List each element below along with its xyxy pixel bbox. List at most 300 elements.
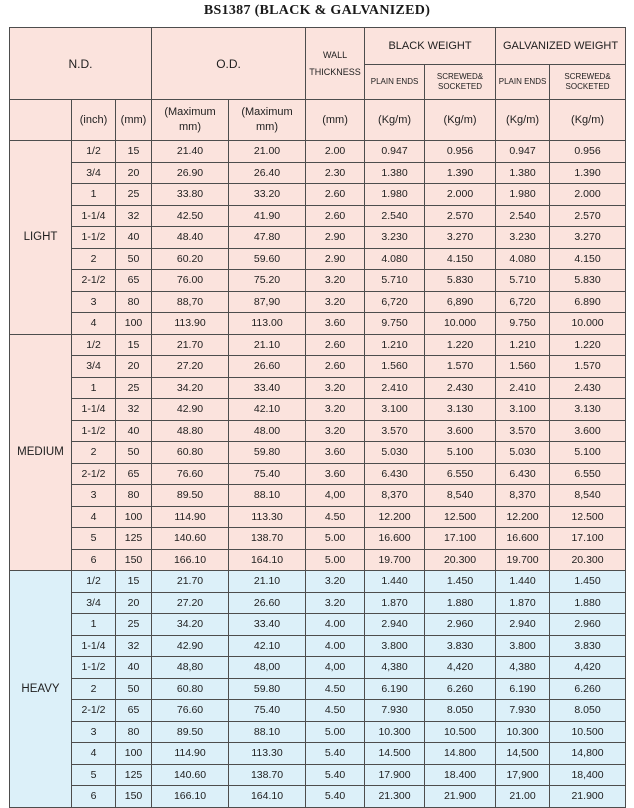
cell-wall-thickness: 2.60 [306, 356, 365, 378]
cell-galv-plain-ends: 16.600 [496, 528, 550, 550]
cell-black-plain-ends: 8,370 [365, 485, 425, 507]
cell-od-max: 140.60 [152, 528, 229, 550]
cell-galv-plain-ends: 3.570 [496, 420, 550, 442]
cell-black-plain-ends: 2.540 [365, 205, 425, 227]
cell-od-min: 47.80 [229, 227, 306, 249]
cell-od-max: 42.90 [152, 635, 229, 657]
cell-od-min: 138.70 [229, 528, 306, 550]
cell-galv-plain-ends: 2.410 [496, 377, 550, 399]
cell-black-screwed-socketed: 1.570 [425, 356, 496, 378]
cell-nd-mm: 80 [116, 721, 152, 743]
header-wall-thickness [306, 28, 365, 100]
cell-wall-thickness: 3.20 [306, 420, 365, 442]
cell-black-plain-ends: 3.100 [365, 399, 425, 421]
cell-black-screwed-socketed: 4,420 [425, 657, 496, 679]
cell-galv-plain-ends: 12.200 [496, 506, 550, 528]
cell-od-min: 113.00 [229, 313, 306, 335]
cell-galv-screwed-socketed: 3.600 [550, 420, 626, 442]
cell-galv-screwed-socketed: 12.500 [550, 506, 626, 528]
cell-nd-mm: 20 [116, 162, 152, 184]
cell-galv-screwed-socketed: 2.000 [550, 184, 626, 206]
header-black-plain-ends: PLAIN ENDS [365, 65, 425, 100]
cell-od-max: 33.80 [152, 184, 229, 206]
header-unit-black-screwed: (Kg/m) [425, 100, 496, 141]
cell-od-max: 34.20 [152, 377, 229, 399]
table-row [10, 786, 626, 808]
cell-wall-thickness: 3.20 [306, 592, 365, 614]
cell-od-min: 33.20 [229, 184, 306, 206]
cell-od-min: 21.10 [229, 334, 306, 356]
cell-black-plain-ends: 5.710 [365, 270, 425, 292]
cell-wall-thickness: 5.00 [306, 721, 365, 743]
cell-galv-screwed-socketed: 3.130 [550, 399, 626, 421]
cell-galv-plain-ends: 10.300 [496, 721, 550, 743]
cell-galv-plain-ends: 3.800 [496, 635, 550, 657]
cell-od-min: 59.80 [229, 678, 306, 700]
cell-od-min: 26.60 [229, 356, 306, 378]
table-row [10, 678, 626, 700]
cell-galv-plain-ends: 3.100 [496, 399, 550, 421]
cell-wall-thickness: 3.20 [306, 291, 365, 313]
cell-od-min: 21.10 [229, 571, 306, 593]
cell-black-screwed-socketed: 2.430 [425, 377, 496, 399]
cell-od-min: 42.10 [229, 635, 306, 657]
table-row [10, 592, 626, 614]
table-row [10, 184, 626, 206]
cell-galv-plain-ends: 6.190 [496, 678, 550, 700]
cell-galv-plain-ends: 7.930 [496, 700, 550, 722]
table-row [10, 205, 626, 227]
header-od: O.D. [152, 28, 306, 100]
cell-wall-thickness: 3.20 [306, 571, 365, 593]
table-row [10, 162, 626, 184]
cell-galv-plain-ends: 9.750 [496, 313, 550, 335]
table-row [10, 356, 626, 378]
cell-od-max: 21.40 [152, 141, 229, 163]
header-galvanized-weight: GALVANIZED WEIGHT [496, 28, 626, 65]
cell-galv-plain-ends: 4,380 [496, 657, 550, 679]
cell-galv-plain-ends: 3.230 [496, 227, 550, 249]
cell-galv-screwed-socketed: 2.570 [550, 205, 626, 227]
cell-od-max: 76.00 [152, 270, 229, 292]
cell-wall-thickness: 4.00 [306, 635, 365, 657]
cell-nd-inch: 2-1/2 [72, 463, 116, 485]
table-row [10, 442, 626, 464]
cell-od-min: 48.00 [229, 420, 306, 442]
cell-od-max: 113.90 [152, 313, 229, 335]
cell-od-max: 76.60 [152, 463, 229, 485]
table-row [10, 571, 626, 593]
cell-galv-screwed-socketed: 0.956 [550, 141, 626, 163]
cell-wall-thickness: 5.40 [306, 764, 365, 786]
cell-black-plain-ends: 4,380 [365, 657, 425, 679]
cell-nd-mm: 150 [116, 549, 152, 571]
table-row [10, 506, 626, 528]
table-header [10, 28, 626, 141]
cell-black-plain-ends: 1.380 [365, 162, 425, 184]
class-label: MEDIUM [10, 334, 72, 571]
page-title: BS1387 (BLACK & GALVANIZED) [203, 3, 431, 18]
cell-nd-mm: 15 [116, 334, 152, 356]
cell-wall-thickness: 5.00 [306, 549, 365, 571]
cell-black-screwed-socketed: 10.500 [425, 721, 496, 743]
cell-black-screwed-socketed: 1.220 [425, 334, 496, 356]
cell-nd-mm: 25 [116, 184, 152, 206]
header-unit-mm: (mm) [116, 100, 152, 141]
cell-nd-mm: 32 [116, 399, 152, 421]
cell-black-screwed-socketed: 6.260 [425, 678, 496, 700]
header-galv-screwed-socketed [550, 65, 626, 100]
cell-black-screwed-socketed: 0.956 [425, 141, 496, 163]
cell-black-screwed-socketed: 12.500 [425, 506, 496, 528]
cell-galv-plain-ends: 1.380 [496, 162, 550, 184]
table-row [10, 657, 626, 679]
cell-black-plain-ends: 1.440 [365, 571, 425, 593]
cell-black-plain-ends: 3.800 [365, 635, 425, 657]
cell-nd-mm: 80 [116, 291, 152, 313]
cell-black-plain-ends: 3.230 [365, 227, 425, 249]
cell-od-max: 48.80 [152, 420, 229, 442]
table-row [10, 248, 626, 270]
cell-galv-screwed-socketed: 10.000 [550, 313, 626, 335]
cell-od-min: 59.80 [229, 442, 306, 464]
table-row [10, 485, 626, 507]
cell-black-screwed-socketed: 5.100 [425, 442, 496, 464]
cell-galv-screwed-socketed: 21.900 [550, 786, 626, 808]
cell-galv-screwed-socketed: 8.050 [550, 700, 626, 722]
cell-black-screwed-socketed: 21.900 [425, 786, 496, 808]
cell-nd-mm: 40 [116, 227, 152, 249]
cell-nd-inch: 2-1/2 [72, 270, 116, 292]
cell-od-max: 27.20 [152, 592, 229, 614]
group-medium [10, 334, 626, 571]
cell-nd-inch: 1 [72, 614, 116, 636]
cell-black-plain-ends: 21.300 [365, 786, 425, 808]
class-label: LIGHT [10, 141, 72, 335]
cell-nd-inch: 2 [72, 678, 116, 700]
cell-black-screwed-socketed: 3.830 [425, 635, 496, 657]
header-unit-galv-plain: (Kg/m) [496, 100, 550, 141]
table-row [10, 420, 626, 442]
cell-nd-inch: 1-1/2 [72, 657, 116, 679]
cell-black-plain-ends: 3.570 [365, 420, 425, 442]
cell-galv-plain-ends: 1.210 [496, 334, 550, 356]
group-heavy [10, 571, 626, 808]
cell-nd-inch: 4 [72, 313, 116, 335]
cell-nd-inch: 2-1/2 [72, 700, 116, 722]
cell-od-max: 76.60 [152, 700, 229, 722]
header-unit-inch: (inch) [72, 100, 116, 141]
cell-wall-thickness: 2.30 [306, 162, 365, 184]
cell-od-min: 33.40 [229, 377, 306, 399]
table-row [10, 227, 626, 249]
table-row [10, 635, 626, 657]
cell-nd-mm: 150 [116, 786, 152, 808]
table-row [10, 334, 626, 356]
cell-nd-mm: 15 [116, 141, 152, 163]
header-wall-line1: WALL [322, 49, 348, 60]
cell-nd-mm: 65 [116, 270, 152, 292]
cell-galv-screwed-socketed: 17.100 [550, 528, 626, 550]
cell-black-plain-ends: 6.430 [365, 463, 425, 485]
table-row [10, 313, 626, 335]
cell-galv-plain-ends: 0.947 [496, 141, 550, 163]
cell-od-max: 166.10 [152, 786, 229, 808]
cell-wall-thickness: 2.90 [306, 248, 365, 270]
cell-galv-plain-ends: 5.710 [496, 270, 550, 292]
table-row [10, 764, 626, 786]
cell-od-min: 42.10 [229, 399, 306, 421]
cell-black-plain-ends: 2.940 [365, 614, 425, 636]
cell-wall-thickness: 4.50 [306, 678, 365, 700]
header-unit-wall: (mm) [306, 100, 365, 141]
cell-wall-thickness: 3.20 [306, 399, 365, 421]
cell-nd-mm: 100 [116, 506, 152, 528]
header-galv-screwed-line2: SOCKETED [565, 82, 610, 91]
cell-black-plain-ends: 5.030 [365, 442, 425, 464]
cell-nd-mm: 50 [116, 248, 152, 270]
cell-wall-thickness: 2.90 [306, 227, 365, 249]
cell-nd-mm: 32 [116, 635, 152, 657]
cell-nd-mm: 100 [116, 313, 152, 335]
cell-od-min: 87,90 [229, 291, 306, 313]
cell-od-max: 26.90 [152, 162, 229, 184]
table-row [10, 141, 626, 163]
cell-od-min: 164.10 [229, 786, 306, 808]
cell-black-screwed-socketed: 3.270 [425, 227, 496, 249]
cell-galv-screwed-socketed: 1.220 [550, 334, 626, 356]
header-galv-plain-ends: PLAIN ENDS [496, 65, 550, 100]
cell-black-plain-ends: 2.410 [365, 377, 425, 399]
cell-wall-thickness: 5.40 [306, 743, 365, 765]
cell-black-screwed-socketed: 1.450 [425, 571, 496, 593]
cell-black-plain-ends: 12.200 [365, 506, 425, 528]
cell-nd-mm: 15 [116, 571, 152, 593]
cell-galv-plain-ends: 14,500 [496, 743, 550, 765]
header-unit-blank [10, 100, 72, 141]
cell-galv-screwed-socketed: 5.830 [550, 270, 626, 292]
cell-nd-inch: 1/2 [72, 334, 116, 356]
cell-nd-inch: 1-1/4 [72, 205, 116, 227]
cell-galv-screwed-socketed: 1.390 [550, 162, 626, 184]
cell-black-plain-ends: 0.947 [365, 141, 425, 163]
cell-black-plain-ends: 19.700 [365, 549, 425, 571]
cell-galv-screwed-socketed: 4.150 [550, 248, 626, 270]
cell-od-min: 26.40 [229, 162, 306, 184]
cell-galv-screwed-socketed: 2.960 [550, 614, 626, 636]
cell-nd-inch: 6 [72, 786, 116, 808]
cell-nd-mm: 65 [116, 700, 152, 722]
cell-black-screwed-socketed: 5.830 [425, 270, 496, 292]
cell-nd-inch: 1-1/4 [72, 399, 116, 421]
cell-nd-mm: 40 [116, 657, 152, 679]
cell-wall-thickness: 5.40 [306, 786, 365, 808]
cell-wall-thickness: 3.20 [306, 270, 365, 292]
cell-galv-screwed-socketed: 1.450 [550, 571, 626, 593]
table-row [10, 377, 626, 399]
cell-black-screwed-socketed: 1.880 [425, 592, 496, 614]
cell-galv-plain-ends: 4.080 [496, 248, 550, 270]
cell-galv-plain-ends: 17,900 [496, 764, 550, 786]
cell-nd-mm: 25 [116, 614, 152, 636]
cell-nd-inch: 3 [72, 291, 116, 313]
cell-black-plain-ends: 16.600 [365, 528, 425, 550]
cell-nd-inch: 3/4 [72, 162, 116, 184]
cell-galv-screwed-socketed: 3.270 [550, 227, 626, 249]
cell-black-screwed-socketed: 3.600 [425, 420, 496, 442]
table-row [10, 463, 626, 485]
cell-galv-plain-ends: 1.980 [496, 184, 550, 206]
header-black-weight: BLACK WEIGHT [365, 28, 496, 65]
cell-od-max: 42.90 [152, 399, 229, 421]
cell-od-max: 48,80 [152, 657, 229, 679]
cell-galv-screwed-socketed: 5.100 [550, 442, 626, 464]
cell-galv-screwed-socketed: 4,420 [550, 657, 626, 679]
cell-wall-thickness: 4.00 [306, 614, 365, 636]
header-od-max [152, 100, 229, 141]
cell-black-screwed-socketed: 20.300 [425, 549, 496, 571]
cell-wall-thickness: 2.00 [306, 141, 365, 163]
table-row [10, 270, 626, 292]
cell-od-max: 34.20 [152, 614, 229, 636]
cell-black-screwed-socketed: 17.100 [425, 528, 496, 550]
cell-black-plain-ends: 17.900 [365, 764, 425, 786]
cell-galv-screwed-socketed: 3.830 [550, 635, 626, 657]
cell-galv-plain-ends: 1.560 [496, 356, 550, 378]
cell-galv-plain-ends: 8,370 [496, 485, 550, 507]
cell-od-min: 75.20 [229, 270, 306, 292]
cell-od-max: 89.50 [152, 721, 229, 743]
cell-od-min: 88.10 [229, 485, 306, 507]
cell-od-max: 21.70 [152, 334, 229, 356]
table-row [10, 614, 626, 636]
cell-od-min: 113.30 [229, 506, 306, 528]
cell-nd-inch: 5 [72, 528, 116, 550]
cell-black-screwed-socketed: 2.000 [425, 184, 496, 206]
cell-od-max: 140.60 [152, 764, 229, 786]
cell-black-screwed-socketed: 3.130 [425, 399, 496, 421]
cell-nd-inch: 1/2 [72, 141, 116, 163]
table-row [10, 700, 626, 722]
cell-nd-mm: 125 [116, 764, 152, 786]
cell-nd-inch: 1-1/4 [72, 635, 116, 657]
header-nd: N.D. [10, 28, 152, 100]
cell-galv-screwed-socketed: 6.550 [550, 463, 626, 485]
cell-nd-inch: 3/4 [72, 592, 116, 614]
cell-galv-screwed-socketed: 6.260 [550, 678, 626, 700]
cell-nd-inch: 1/2 [72, 571, 116, 593]
cell-wall-thickness: 3.20 [306, 377, 365, 399]
cell-black-screwed-socketed: 4.150 [425, 248, 496, 270]
cell-od-min: 113.30 [229, 743, 306, 765]
cell-nd-mm: 20 [116, 356, 152, 378]
cell-nd-inch: 2 [72, 248, 116, 270]
cell-nd-mm: 40 [116, 420, 152, 442]
cell-black-plain-ends: 4.080 [365, 248, 425, 270]
table-row [10, 528, 626, 550]
header-black-screwed-line2: SOCKETED [438, 82, 483, 91]
cell-black-screwed-socketed: 1.390 [425, 162, 496, 184]
cell-black-plain-ends: 6.190 [365, 678, 425, 700]
cell-nd-inch: 4 [72, 743, 116, 765]
cell-wall-thickness: 3.60 [306, 463, 365, 485]
cell-wall-thickness: 2.60 [306, 334, 365, 356]
cell-od-max: 114.90 [152, 743, 229, 765]
cell-galv-screwed-socketed: 6.890 [550, 291, 626, 313]
cell-galv-screwed-socketed: 1.880 [550, 592, 626, 614]
cell-galv-plain-ends: 6,720 [496, 291, 550, 313]
cell-nd-inch: 3 [72, 721, 116, 743]
cell-od-min: 75.40 [229, 463, 306, 485]
cell-od-max: 60.20 [152, 248, 229, 270]
cell-od-max: 60.80 [152, 442, 229, 464]
cell-black-screwed-socketed: 14.800 [425, 743, 496, 765]
cell-galv-plain-ends: 1.440 [496, 571, 550, 593]
cell-nd-inch: 6 [72, 549, 116, 571]
header-black-screwed-socketed [425, 65, 496, 100]
cell-wall-thickness: 5.00 [306, 528, 365, 550]
pipe-spec-table [9, 27, 626, 808]
group-light [10, 141, 626, 335]
cell-nd-mm: 100 [116, 743, 152, 765]
cell-wall-thickness: 2.60 [306, 205, 365, 227]
cell-nd-mm: 25 [116, 377, 152, 399]
cell-galv-screwed-socketed: 20.300 [550, 549, 626, 571]
header-od-min-line1: (Maximum [241, 106, 293, 118]
cell-black-screwed-socketed: 8.050 [425, 700, 496, 722]
cell-od-max: 48.40 [152, 227, 229, 249]
cell-black-screwed-socketed: 18.400 [425, 764, 496, 786]
cell-black-plain-ends: 1.870 [365, 592, 425, 614]
cell-nd-inch: 1-1/2 [72, 227, 116, 249]
cell-black-screwed-socketed: 8,540 [425, 485, 496, 507]
cell-galv-plain-ends: 1.870 [496, 592, 550, 614]
cell-black-plain-ends: 1.210 [365, 334, 425, 356]
cell-nd-inch: 2 [72, 442, 116, 464]
cell-od-max: 27.20 [152, 356, 229, 378]
cell-galv-screwed-socketed: 14,800 [550, 743, 626, 765]
table-row [10, 743, 626, 765]
cell-nd-inch: 3/4 [72, 356, 116, 378]
cell-od-max: 166.10 [152, 549, 229, 571]
cell-od-max: 60.80 [152, 678, 229, 700]
cell-black-plain-ends: 14.500 [365, 743, 425, 765]
header-od-max-line1: (Maximum [164, 106, 216, 118]
cell-od-min: 138.70 [229, 764, 306, 786]
table-row [10, 291, 626, 313]
cell-od-min: 48,00 [229, 657, 306, 679]
header-unit-galv-screwed: (Kg/m) [550, 100, 626, 141]
cell-black-screwed-socketed: 10.000 [425, 313, 496, 335]
cell-nd-inch: 5 [72, 764, 116, 786]
cell-od-max: 42.50 [152, 205, 229, 227]
cell-od-max: 88,70 [152, 291, 229, 313]
header-unit-black-plain: (Kg/m) [365, 100, 425, 141]
header-od-max-line2: mm) [179, 121, 202, 133]
cell-wall-thickness: 3.60 [306, 442, 365, 464]
header-od-min [229, 100, 306, 141]
header-wall-line2: THICKNESS [309, 66, 361, 77]
cell-od-min: 26.60 [229, 592, 306, 614]
cell-nd-mm: 80 [116, 485, 152, 507]
cell-wall-thickness: 4.50 [306, 506, 365, 528]
cell-od-min: 75.40 [229, 700, 306, 722]
cell-black-plain-ends: 1.560 [365, 356, 425, 378]
cell-nd-inch: 1 [72, 377, 116, 399]
cell-black-plain-ends: 7.930 [365, 700, 425, 722]
header-black-screwed-line1: SCREWED& [436, 72, 484, 81]
cell-black-plain-ends: 6,720 [365, 291, 425, 313]
